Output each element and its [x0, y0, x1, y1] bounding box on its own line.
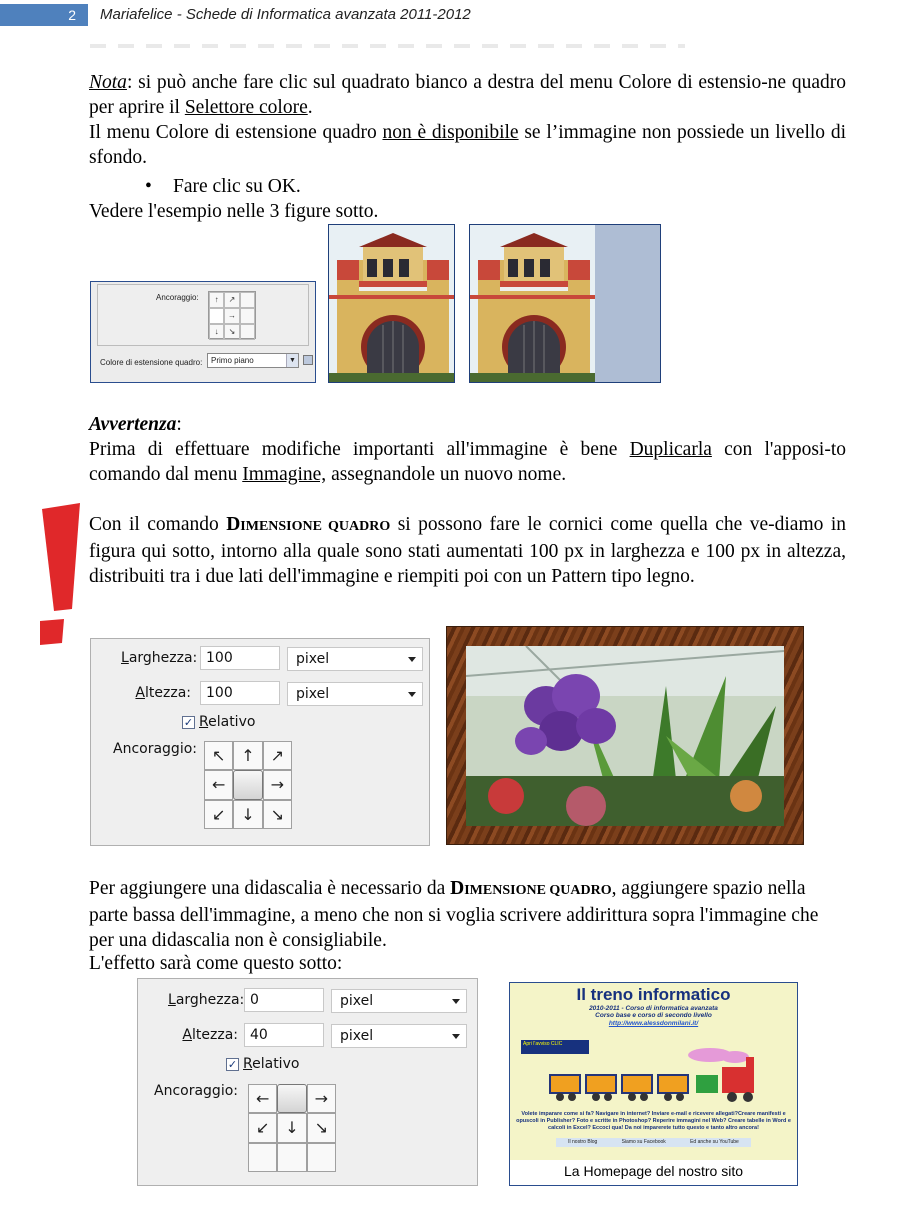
height-unit-select[interactable] [331, 1024, 467, 1048]
anchor-cell-empty[interactable] [240, 308, 255, 324]
site-title: Il treno informatico [576, 985, 731, 1004]
nota-label: Nota [89, 72, 127, 93]
arrow-up-icon[interactable]: ↑ [209, 292, 224, 308]
width-unit-value: pixel [340, 993, 374, 1009]
arrow-up-left-icon[interactable]: ↖ [204, 741, 233, 770]
anchor-center[interactable] [233, 770, 262, 799]
framed-orchid-photo [446, 626, 804, 845]
homepage-screenshot [509, 982, 798, 1186]
bullet-ok [117, 174, 874, 199]
chevron-down-icon [408, 657, 416, 662]
warning-exclamation-icon [28, 497, 90, 650]
notice-box: Apri l'avviso CLIC [521, 1040, 589, 1054]
width-unit-select[interactable] [287, 647, 423, 671]
arrow-down-left-icon[interactable]: ↙ [204, 800, 233, 829]
width-unit-select[interactable] [331, 989, 467, 1013]
width-label: Larghezza: [168, 992, 245, 1008]
chevron-down-icon [452, 999, 460, 1004]
avvertenza-text: Prima di effettuare modifiche importanti all'immagine è bene [89, 439, 630, 460]
orchid-photo [466, 646, 784, 826]
arrow-up-right-icon[interactable]: ↗ [263, 741, 292, 770]
non-disponibile-text: non è disponibile [382, 122, 519, 143]
height-label: Altezza: [182, 1027, 238, 1043]
width-input[interactable]: 100 [200, 646, 280, 670]
menu-note-post: se l’immagine non possiede un livello di sfondo. [89, 122, 846, 168]
bullet-icon: • [145, 176, 152, 197]
height-input[interactable]: 40 [244, 1023, 324, 1047]
nota-paragraph [89, 70, 846, 120]
avvertenza-text-3: assegnandole un nuovo nome. [326, 464, 567, 485]
homepage-image [510, 983, 797, 1160]
canvas-size-dialog [90, 638, 430, 846]
didascalia-text-2: , aggiungere spazio nella parte bassa dell'immagine, a meno che non si voglia scrivere addirittura sopra l'immagine che per una didascalia non è consigliabile. [89, 878, 819, 951]
extension-color-select[interactable] [207, 353, 299, 368]
arrow-down-icon[interactable]: ↓ [277, 1113, 306, 1142]
building-illustration [329, 225, 455, 383]
anchor-cell-empty[interactable] [240, 292, 255, 308]
site-subtitle-2: Corso base e corso di secondo livello [595, 1012, 712, 1019]
arrow-down-icon[interactable]: ↓ [209, 324, 224, 340]
anchor-cell-empty[interactable] [307, 1143, 336, 1172]
width-unit-value: pixel [296, 651, 330, 667]
anchor-label: Ancoraggio: [156, 293, 199, 302]
vedere-paragraph: Vedere l'esempio nelle 3 figure sotto. [89, 201, 379, 222]
duplicarla-text: Duplicarla [629, 439, 712, 460]
width-label: Larghezza: [121, 650, 198, 666]
avvertenza-title [89, 412, 846, 437]
relative-checkbox[interactable]: ✓ [227, 1058, 238, 1071]
page-number: 2 [0, 4, 88, 26]
avvertenza-paragraph [89, 437, 846, 487]
command-initial: D [226, 514, 241, 535]
arrow-right-icon[interactable]: → [263, 770, 292, 799]
site-url: http://www.alessdonmilani.it/ [608, 1020, 699, 1027]
avvertenza-colon: : [176, 414, 182, 435]
homepage-caption: La Homepage del nostro sito [564, 1163, 743, 1179]
anchor-grid[interactable] [248, 1084, 336, 1172]
site-subtitle-1: 2010-2011 - Corso di informatica avanzata [589, 1005, 718, 1012]
anchor-cell-empty[interactable] [248, 1143, 277, 1172]
anchor-cell-empty[interactable] [240, 324, 255, 340]
chevron-down-icon[interactable]: ▼ [286, 354, 298, 367]
anchor-label: Ancoraggio: [113, 741, 197, 757]
didascalia-paragraph [89, 876, 846, 953]
height-unit-value: pixel [340, 1028, 374, 1044]
anchor-cell-center[interactable] [209, 308, 224, 324]
chevron-down-icon [452, 1034, 460, 1039]
color-swatch[interactable] [303, 355, 313, 365]
width-input[interactable]: 0 [244, 988, 324, 1012]
anchor-label: Ancoraggio: [154, 1083, 238, 1099]
anchor-grid[interactable] [208, 291, 256, 339]
relative-label: Relativo [243, 1056, 300, 1072]
building-photo-extended [469, 224, 661, 383]
chevron-down-icon [408, 692, 416, 697]
nota-text-end: . [307, 97, 313, 118]
menu-note-paragraph [89, 120, 846, 170]
relative-checkbox[interactable]: ✓ [183, 716, 194, 729]
height-unit-select[interactable] [287, 682, 423, 706]
canvas-size-dialog-caption [137, 978, 478, 1186]
effetto-paragraph: L'effetto sarà come questo sotto: [89, 953, 343, 974]
anchor-center[interactable] [277, 1084, 306, 1113]
canvas-extension-area [595, 225, 660, 382]
facebook-link: Siamo su Facebook [621, 1139, 666, 1145]
menu-note-pre: Il menu Colore di estensione quadro [89, 122, 383, 143]
height-unit-value: pixel [296, 686, 330, 702]
document-header-title: Mariafelice - Schede di Informatica avanzata 2011-2012 [100, 6, 471, 23]
arrow-down-icon[interactable]: ↓ [233, 800, 262, 829]
social-links [556, 1138, 751, 1147]
extension-color-value: Primo piano [211, 356, 254, 365]
orchid-illustration [466, 646, 784, 826]
arrow-left-icon[interactable]: ← [204, 770, 233, 799]
command-name: IMENSIONE QUADRO [464, 883, 612, 898]
nota-text: : si può anche fare clic sul quadrato bianco a destra del menu Colore di estensio-ne quadro per aprire il [89, 72, 846, 118]
train-illustration [510, 1045, 797, 1105]
blog-link: Il nostro Blog [568, 1139, 598, 1145]
avvertenza-text-2: con l'apposi-to comando dal menu [89, 439, 846, 485]
arrow-down-right-icon[interactable]: ↘ [263, 800, 292, 829]
height-input[interactable]: 100 [200, 681, 280, 705]
arrow-down-right-icon[interactable]: ↘ [307, 1113, 336, 1142]
bullet-text: Fare clic su OK. [173, 176, 301, 197]
anchor-grid[interactable] [204, 741, 292, 829]
building-illustration [470, 225, 597, 383]
command-name: IMENSIONE QUADRO [240, 519, 391, 534]
anchor-group [97, 284, 309, 346]
building-photo-original [328, 224, 455, 383]
arrow-up-icon[interactable]: ↑ [233, 741, 262, 770]
relative-label: Relativo [199, 714, 256, 730]
didascalia-text: Per aggiungere una didascalia è necessario da [89, 878, 451, 899]
arrow-up-right-icon[interactable]: ↗ [224, 292, 239, 308]
arrow-down-left-icon[interactable]: ↙ [248, 1113, 277, 1142]
arrow-right-icon[interactable]: → [224, 308, 239, 324]
selettore-colore-link: Selettore colore [184, 97, 308, 118]
height-label: Altezza: [135, 685, 191, 701]
immagine-menu-text: Immagine, [242, 464, 327, 485]
dimensione-paragraph [89, 512, 846, 589]
arrow-right-icon[interactable]: → [307, 1084, 336, 1113]
anchor-cell-empty[interactable] [277, 1143, 306, 1172]
dimensione-text-2: si possono fare le cornici come quella che ve-diamo in figura qui sotto, intorno alla quale sono stati aumentati 100 px in larghezza e 100 px in altezza, distribuiti tra i due lati dell'immagine e riempiti poi con un Pattern tipo legno. [89, 514, 846, 587]
arrow-left-icon[interactable]: ← [248, 1084, 277, 1113]
canvas-extension-panel [90, 281, 316, 383]
dimensione-text: Con il comando [89, 514, 227, 535]
command-initial: D [450, 878, 465, 899]
extension-color-label: Colore di estensione quadro: [100, 358, 203, 367]
avvertenza-label: Avvertenza [89, 414, 177, 435]
site-description: Volete imparare come si fa? Navigare in internet? Inviare e-mail e ricevere allegati?Creare manifesti e opuscoli in Publisher? Foto e scritte in Photoshop? Reperire immagini nel Web? Creare tabelle in Word e calcoli in Excel? Eccoci qua! Da noi imparerete tutto questo e tanto altro ancora! [516, 1111, 791, 1131]
youtube-link: Ed anche su YouTube [690, 1139, 739, 1145]
arrow-down-right-icon[interactable]: ↘ [224, 324, 239, 340]
header-divider [90, 44, 685, 48]
